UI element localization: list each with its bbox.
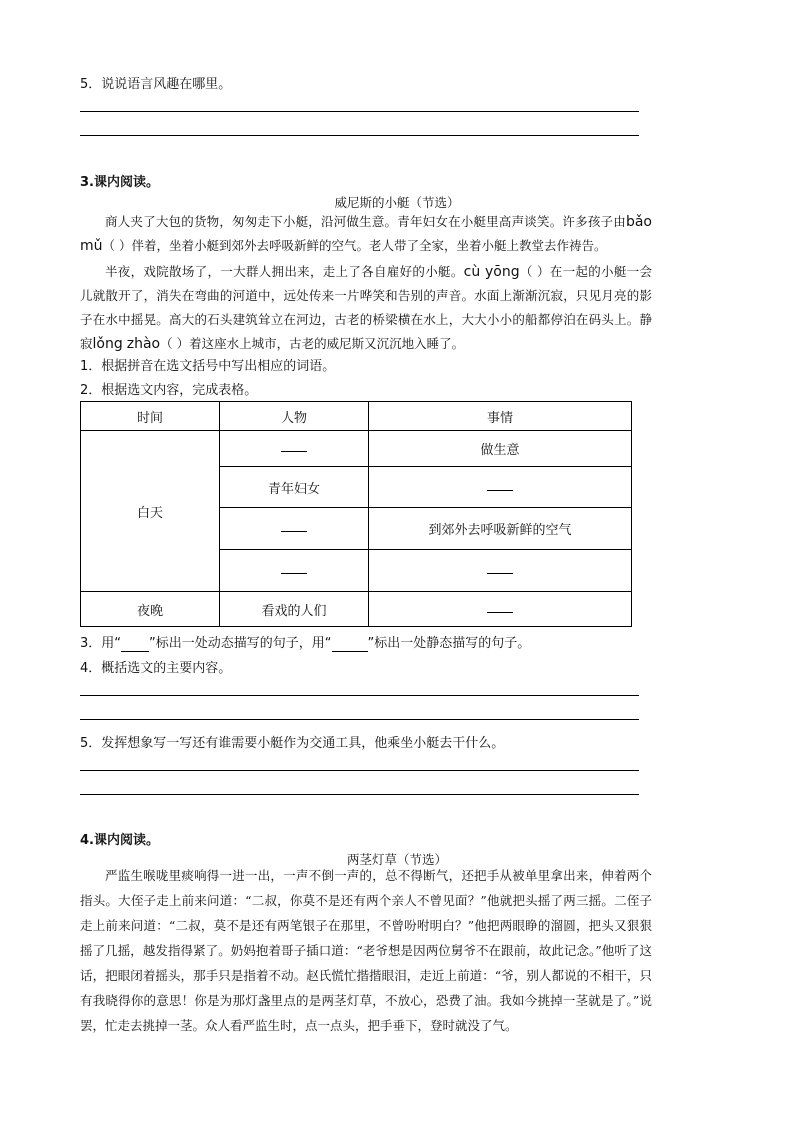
question-3 (80, 632, 530, 652)
question-1: 1．根据拼音在选文括号中写出相应的词语。 (80, 359, 336, 374)
question-2: 2．根据选文内容，完成表格。 (80, 383, 258, 398)
cell-event-1: 做生意 (369, 431, 632, 467)
cell-night: 夜晚 (81, 592, 220, 627)
answer-line[interactable] (80, 111, 639, 112)
pinyin-baomu-1: bǎo (625, 214, 652, 230)
q3-text-a: 3．用“ (80, 636, 122, 651)
p2-text-c: （ ）着这座水上城市，古老的威尼斯又沉沉地入睡了。 (160, 336, 465, 351)
p1-text-a: 商人夹了大包的货物，匆匆走下小艇，沿河做生意。青年妇女在小艇里高声谈笑。许多孩子由 (105, 214, 626, 229)
header-event: 事情 (369, 402, 632, 431)
cell-blank[interactable] (220, 508, 369, 550)
pinyin-baomu-2: mǔ (80, 238, 103, 254)
passage-3-title: 威尼斯的小艇（节选） (334, 195, 460, 210)
question-5: 5．发挥想象写一写还有谁需要小艇作为交通工具，他乘坐小艇去干什么。 (80, 736, 505, 751)
section-4-heading: 4.课内阅读。 (80, 833, 159, 848)
answer-line[interactable] (80, 135, 639, 136)
passage-3-paragraph-1 (80, 210, 652, 258)
cell-event-3: 到郊外去呼吸新鲜的空气 (369, 508, 632, 550)
pinyin-longzhao-2: zhào (126, 336, 161, 352)
pinyin-longzhao-1: lǒng (92, 336, 123, 352)
straight-underline-sample (121, 636, 149, 652)
q3-text-c: ”标出一处静态描写的句子。 (367, 636, 531, 651)
answer-line[interactable] (80, 770, 639, 771)
passage-4-title: 两茎灯草（节选） (346, 852, 447, 867)
header-time: 时间 (81, 402, 220, 431)
question-4: 4．概括选文的主要内容。 (80, 661, 232, 676)
wavy-underline-sample (332, 636, 368, 652)
answer-line[interactable] (80, 719, 639, 720)
question-5-top: 5．说说语言风趣在哪里。 (80, 77, 232, 92)
header-person: 人物 (220, 402, 369, 431)
cell-blank[interactable] (220, 431, 369, 467)
cell-blank[interactable] (369, 550, 632, 592)
p1-text-b: （ ）伴着，坐着小艇到郊外去呼吸新鲜的空气。老人带了全家，坐着小艇上教堂去作祷告。 (102, 238, 607, 253)
cell-person-5: 看戏的人们 (220, 592, 369, 627)
cell-person-2: 青年妇女 (220, 467, 369, 508)
answer-table (80, 401, 632, 627)
cell-blank[interactable] (369, 467, 632, 508)
pinyin-cuyong: cù yōng (463, 264, 520, 280)
section-3-heading: 3.课内阅读。 (80, 175, 159, 190)
p2-text-b: （ ）在一起的小艇一会儿就散开了，消失在弯曲的河道中，远处传来一片哗笑和告别的声音。水面上渐渐沉寂，只见月亮的影子在水中摇晃。高大的石头建筑耸立在河边，古老的桥梁横在水上，大大小小的船都停泊在码头上。静寂 (80, 264, 652, 351)
cell-blank[interactable] (369, 592, 632, 627)
cell-blank[interactable] (220, 550, 369, 592)
p2-text-a: 半夜，戏院散场了，一大群人拥出来，走上了各自雇好的小艇。 (105, 264, 464, 279)
answer-line[interactable] (80, 794, 639, 795)
q3-text-b: ”标出一处动态描写的句子，用“ (149, 636, 332, 651)
cell-day: 白天 (81, 431, 220, 592)
answer-line[interactable] (80, 695, 639, 696)
passage-3-paragraph-2 (80, 260, 652, 356)
passage-4-body: 严监生喉咙里痰响得一进一出，一声不倒一声的，总不得断气，还把手从被单里拿出来，伸着两个指头。大侄子走上前来问道：“二叔，你莫不是还有两个亲人不曾见面？”他就把头摇了两三摇。二侄子走上前来问道：“二叔，莫不是还有两笔银子在那里，不曾吩咐明白？”他把两眼睁的溜圆，把头又狠狠摇了几摇，越发指得紧了。奶妈抱着哥子插口道：“老爷想是因两位舅爷不在跟前，故此记念。”他听了这话，把眼闭着摇头，那手只是指着不动。赵氏慌忙揩揩眼泪，走近上前道：“爷，别人都说的不相干，只有我晓得你的意思！你是为那灯盏里点的是两茎灯草，不放心，恐费了油。我如今挑掉一茎就是了。”说罢，忙走去挑掉一茎。众人看严监生时，点一点头，把手垂下，登时就没了气。 (80, 868, 652, 1033)
